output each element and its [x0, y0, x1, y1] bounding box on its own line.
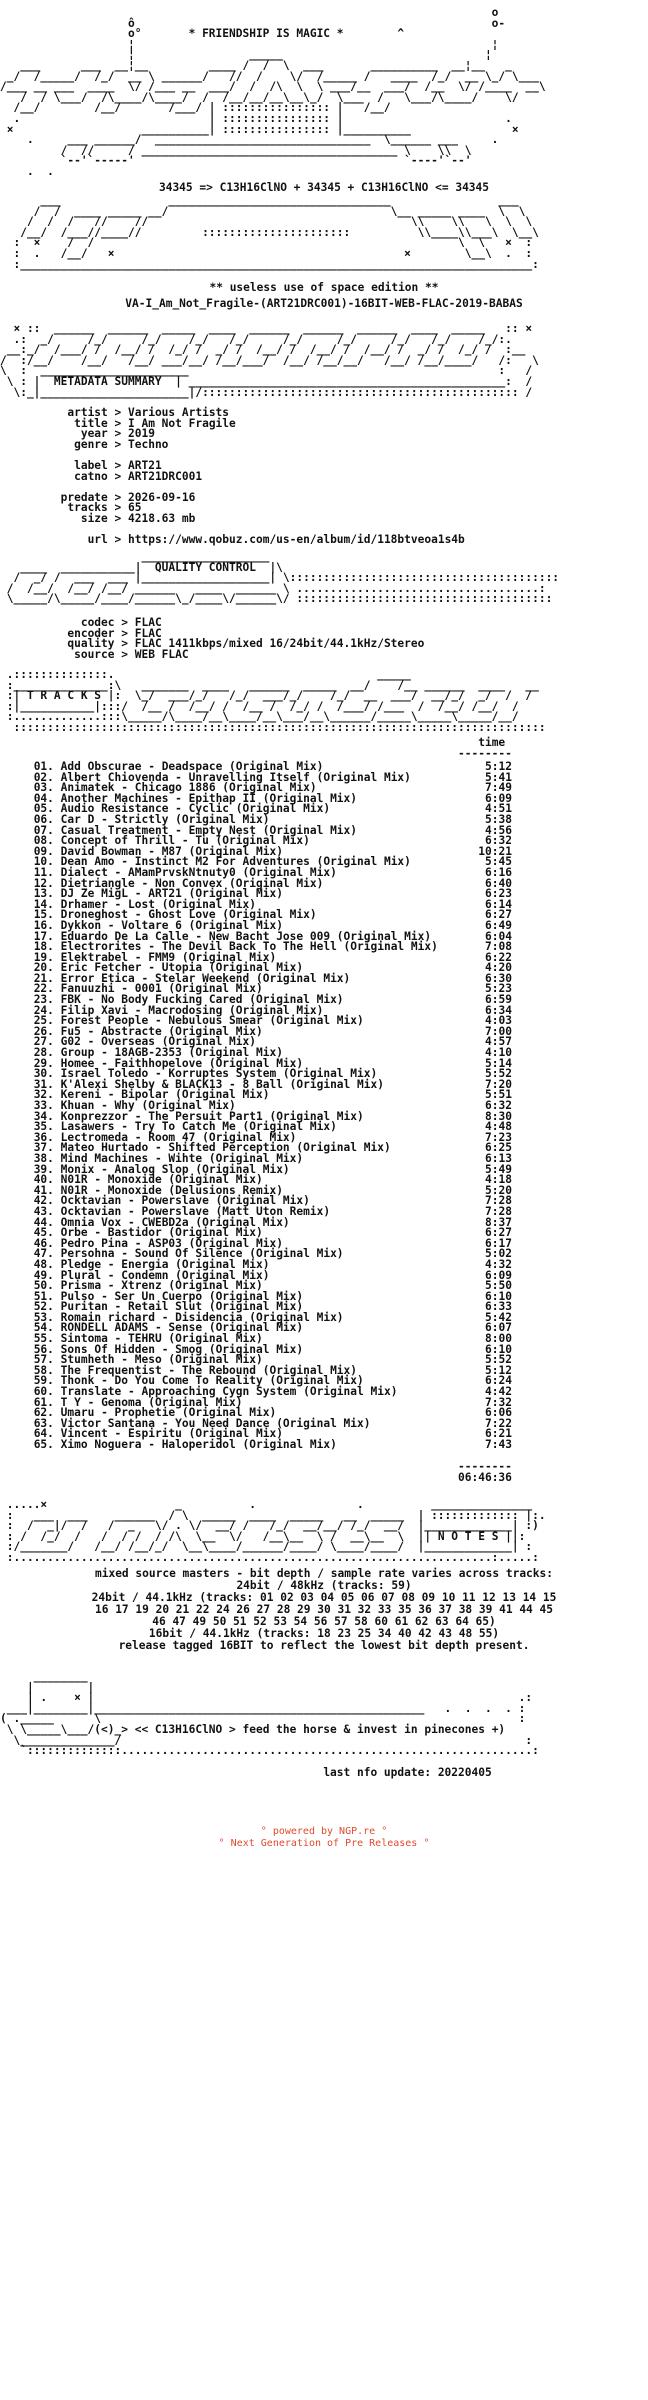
track-title: Omnia Vox - CWEBD2a (Original Mix) [60, 1215, 290, 1229]
track-number: 15. [33, 908, 54, 922]
track-title: G02 - Overseas (Original Mix) [60, 1035, 256, 1049]
track-number: 04. [33, 791, 54, 805]
track-number: 46. [33, 1236, 54, 1250]
notes-line-3: 24bit / 44.1kHz (tracks: 01 02 03 04 05 06 07 08 09 10 11 12 13 14 15 [91, 1591, 557, 1604]
meta-value-catno: ART21DRC001 [128, 469, 203, 483]
track-title: Puritan - Retail Slut (Original Mix) [60, 1300, 304, 1314]
track-time: 6:40 [485, 876, 512, 890]
meta-value-url[interactable]: https://www.qobuz.com/us-en/album/id/118btveoa1s4b [128, 533, 465, 547]
track-title: Orbe - Bastidor (Original Mix) [60, 1226, 263, 1240]
q-label-codec: codec [80, 616, 115, 629]
notes-line-1: mixed source masters - bit depth / sample rate varies across tracks: [94, 1567, 553, 1580]
total-time-block: -------- 06:46:36 [458, 1460, 512, 1484]
track-title: Vincent - Espiritu (Original Mix) [60, 1427, 283, 1441]
track-title: Kereni - Bipolar (Original Mix) [60, 1088, 270, 1102]
track-time: 7:28 [485, 1204, 512, 1218]
track-time: 6:27 [485, 908, 512, 922]
track-time: 6:13 [485, 1151, 512, 1165]
meta-label-url: url [87, 533, 108, 547]
track-number: 11. [33, 865, 54, 879]
track-number: 43. [33, 1204, 54, 1218]
meta-label-label: label [74, 458, 108, 472]
metadata-art: × :: ______ ______ _____ ____ ______ ______ ______ ____ _____ :: × .: _/ /_/ /_/ /_/ /_/ /_/ /_/ /_/ /_/ /_/:. __:_/ /___/ / /__/ / /_/ / _/ / /__/ / /__/ / /__/ / _/ / /_/ / :__ / :/__/ /__/ /__/ ___/__/ /__/___/ /__/ /__/__/ /__/ /__/____/ /: \ \ : ______________________ : / \ : | METADATA SUMMARY | _______________________________________________: / \:_|______________________|/::::::::::::::::::::::::::::::::::::::::::::::: / [0, 322, 539, 399]
track-number: 26. [33, 1024, 54, 1038]
track-number: 37. [33, 1141, 54, 1155]
track-time: 6:17 [485, 1236, 512, 1250]
q-label-encoder: encoder [67, 626, 115, 640]
track-title: Fu5 - Abstracte (Original Mix) [60, 1024, 263, 1038]
notes-line-6: 16bit / 44.1kHz (tracks: 18 23 25 34 40 42 43 48 55) [148, 1627, 500, 1640]
track-number: 36. [33, 1130, 54, 1144]
track-title: Thonk - Do You Come To Reality (Original Mix) [60, 1374, 364, 1388]
track-title: Ximo Noguera - Haloperidol (Original Mix) [60, 1438, 337, 1451]
track-number: 44. [33, 1215, 54, 1229]
meta-value-tracks: 65 [128, 501, 142, 515]
track-number: 41. [33, 1183, 54, 1197]
track-number: 64. [33, 1427, 54, 1441]
track-number: 62. [33, 1406, 54, 1420]
track-number: 42. [33, 1194, 54, 1208]
track-time: 5:41 [485, 770, 512, 784]
track-time: 5:12 [485, 1363, 512, 1377]
track-time: 6:09 [485, 791, 512, 805]
track-time: 6:27 [485, 1226, 512, 1240]
track-number: 19. [33, 950, 54, 964]
track-title: Mind Machines - Wihte (Original Mix) [60, 1151, 304, 1165]
track-number: 02. [33, 770, 54, 784]
meta-label-catno: catno [74, 469, 108, 483]
track-title: Ocktavian - Powerslave (Matt Uton Remix) [60, 1204, 331, 1218]
track-number: 52. [33, 1300, 54, 1314]
track-title: Sintoma - TEHRU (Original Mix) [60, 1332, 263, 1346]
track-list [0, 762, 512, 1451]
track-time: 4:03 [485, 1014, 512, 1028]
track-time: 6:22 [485, 950, 512, 964]
track-title: Eric Fetcher - Utopia (Original Mix) [60, 961, 304, 975]
track-time: 6:59 [485, 993, 512, 1007]
track-time: 7:22 [485, 1416, 512, 1430]
track-number: 08. [33, 834, 54, 848]
track-time: 6:10 [485, 1289, 512, 1303]
track-number: 57. [33, 1353, 54, 1367]
track-time: 6:34 [485, 1003, 512, 1017]
track-number: 65. [33, 1438, 54, 1451]
track-time: 7:20 [485, 1077, 512, 1091]
track-time: 4:48 [485, 1120, 512, 1134]
notes-title: N O T E S [437, 1529, 499, 1543]
track-number: 22. [33, 982, 54, 996]
track-time: 6:30 [485, 971, 512, 985]
track-title: Dean Amo - Instinct M2 For Adventures (Original Mix) [60, 855, 411, 869]
track-title: Concept of Thrill - Tu (Original Mix) [60, 834, 310, 848]
track-title: Plural - Condemn (Original Mix) [60, 1268, 270, 1282]
notes-line-7: release tagged 16BIT to reflect the lowest bit depth present. [118, 1639, 530, 1652]
track-time: 6:25 [485, 1141, 512, 1155]
track-title: Lasawers - Try To Catch Me (Original Mix) [60, 1120, 337, 1134]
track-title: Audio Resistance - Cyclic (Original Mix) [60, 802, 331, 816]
tagline: ** useless use of space edition ** [209, 281, 439, 294]
track-number: 58. [33, 1363, 54, 1377]
track-title: N01R - Monoxide (Original Mix) [60, 1173, 263, 1187]
track-title: Umaru - Prophetie (Original Mix) [60, 1406, 277, 1420]
track-title: Droneghost - Ghost Love (Original Mix) [60, 908, 317, 922]
track-time: 5:52 [485, 1067, 512, 1081]
track-number: 31. [33, 1077, 54, 1091]
meta-label-predate: predate [60, 490, 108, 504]
track-time: 7:32 [485, 1395, 512, 1409]
track-title: DJ Ze MigL - ART21 (Original Mix) [60, 887, 283, 901]
track-number: 20. [33, 961, 54, 975]
track-title: Filip Xavi - Macrodosing (Original Mix) [60, 1003, 324, 1017]
track-number: 49. [33, 1268, 54, 1282]
total-time: 06:46:36 [458, 1470, 512, 1484]
release-name: VA-I_Am_Not_Fragile-(ART21DRC001)-16BIT-WEB-FLAC-2019-BABAS [125, 297, 523, 310]
track-time: 6:09 [485, 1268, 512, 1282]
track-number: 50. [33, 1279, 54, 1293]
metadata-title: METADATA SUMMARY [53, 374, 162, 388]
track-title: The Frequentist - The Rebound (Original Mix) [60, 1363, 358, 1377]
track-title: Victor Santana - You Need Dance (Original Mix) [60, 1416, 371, 1430]
track-time: 5:23 [485, 982, 512, 996]
header-art: o ô o- o° * FRIENDSHIP IS MAGIC * ^ ¦ ¦ ¦ _____ ¦ ___ ___ __¦__ ____ / / \ ___ __________ __¦__ _ _/ /_____/ /_/ __ \ ______/ // / \/ /_____ / ____ /_/ __ \_/ \___ /___ __ ___ ____ \/ /___ __ ___/ / /\ \ \ ___/__ ___/ /__ \/ /____ __\ / / \___/ /\____/\____/ / /__/__/__\__\_/ \___ / \___/\____/ \/ /__/ /__/ /___/ | :::::::::::::::: | /__/ . | :::::::::::::::: | . × __________| :::::::::::::::: |__________ × . ___ ______/ ________________________________ \______ ___ . / // / ______________________________________ \ \\ \ `--'`-----' `----'`--' . . [0, 6, 546, 178]
meta-label-genre: genre [74, 437, 108, 451]
track-time: 6:33 [485, 1300, 512, 1314]
track-title: Animatek - Chicago 1886 (Original Mix) [60, 781, 317, 795]
track-title: Elektrabel - FMM9 (Original Mix) [60, 950, 277, 964]
track-number: 32. [33, 1088, 54, 1102]
track-time: 7:49 [485, 781, 512, 795]
track-time: 4:10 [485, 1046, 512, 1060]
track-title: Error Etica - Stelar Weekend (Original Mix) [60, 971, 351, 985]
track-number: 61. [33, 1395, 54, 1409]
quality-art: ___________________ ____ ___________| QUALITY CONTROL |\ / _/ / ___ ___ |___________________| \:::::::::::::::::::::::::::::::::::::::: / /__/ /__/ /__/ ______ ____ ______ \ ....................................: \_____/\_____/____/______\_/____\/______\/ :::::::::::::::::::::::::::::::::::::: [6, 550, 560, 606]
track-title: Persohna - Sound Of Silence (Original Mix) [60, 1247, 344, 1261]
track-title: Israel Toledo - Korruptes System (Original Mix) [60, 1067, 378, 1081]
track-time: 5:42 [485, 1310, 512, 1324]
track-title: Khuan - Why (Original Mix) [60, 1099, 236, 1112]
track-number: 45. [33, 1226, 54, 1240]
track-title: Pedro Pina - ASP03 (Original Mix) [60, 1236, 283, 1250]
last-update: last nfo update: 20220405 [323, 1766, 492, 1779]
track-number: 10. [33, 855, 54, 869]
track-number: 59. [33, 1374, 54, 1388]
track-time: 5:51 [485, 1088, 512, 1102]
track-number: 17. [33, 929, 54, 943]
track-number: 47. [33, 1247, 54, 1261]
meta-label-tracks: tracks [67, 501, 108, 515]
track-number: 48. [33, 1257, 54, 1271]
track-title: Konprezzor - The Persuit Part1 (Original Mix) [60, 1109, 364, 1123]
track-time: 6:23 [485, 887, 512, 901]
track-time: 4:57 [485, 1035, 512, 1049]
track-number: 60. [33, 1385, 54, 1399]
track-number: 14. [33, 897, 54, 911]
track-time: 7:43 [485, 1438, 512, 1451]
track-time: 8:00 [485, 1332, 512, 1346]
track-time: 4:32 [485, 1257, 512, 1271]
track-time: 5:52 [485, 1353, 512, 1367]
track-number: 35. [33, 1120, 54, 1134]
track-number: 06. [33, 812, 54, 826]
track-number: 53. [33, 1310, 54, 1324]
track-number: 56. [33, 1342, 54, 1356]
track-time: 4:56 [485, 823, 512, 837]
q-value-encoder: FLAC [134, 626, 162, 640]
track-title: Pulso - Ser Un Cuerpo (Original Mix) [60, 1289, 304, 1303]
track-title: Albert Chiovenda - Unravelling Itself (Original Mix) [60, 770, 411, 784]
track-time: 6:10 [485, 1342, 512, 1356]
track-number: 40. [33, 1173, 54, 1187]
track-number: 51. [33, 1289, 54, 1303]
q-value-codec: FLAC [134, 616, 162, 629]
track-title: Another Machines - Epithap II (Original Mix) [60, 791, 358, 805]
track-time: 6:14 [485, 897, 512, 911]
track-number: 33. [33, 1099, 54, 1112]
track-number: 55. [33, 1332, 54, 1346]
track-time: 8:37 [485, 1215, 512, 1229]
track-title: Ocktavian - Powerslave (Original Mix) [60, 1194, 310, 1208]
meta-value-artist: Various Artists [128, 406, 230, 419]
track-title: Lectromeda - Room 47 (Original Mix) [60, 1130, 297, 1144]
track-number: 05. [33, 802, 54, 816]
track-time: 5:38 [485, 812, 512, 826]
meta-label-title: title [74, 416, 108, 430]
track-time: 5:49 [485, 1162, 512, 1176]
meta-label-size: size [80, 511, 108, 525]
formula-line: 34345 => C13H16ClNO + 34345 + C13H16ClNO <= 34345 [158, 181, 490, 194]
track-number: 39. [33, 1162, 54, 1176]
track-number: 13. [33, 887, 54, 901]
meta-label-artist: artist [67, 406, 108, 419]
track-time: 4:42 [485, 1385, 512, 1399]
track-title: Homee - Faithhopelove (Original Mix) [60, 1056, 304, 1070]
track-title: Prisma - Xtrenz (Original Mix) [60, 1279, 263, 1293]
track-number: 30. [33, 1067, 54, 1081]
track-time: 5:45 [485, 855, 512, 869]
notes-line-5: 46 47 49 50 51 52 53 54 56 57 58 60 61 62 63 64 65) [152, 1615, 496, 1628]
track-time: 7:23 [485, 1130, 512, 1144]
track-title: Dykkon - Voltare 6 (Original Mix) [60, 918, 283, 932]
time-header-block: time -------- [458, 736, 512, 760]
track-time: 6:07 [485, 1321, 512, 1335]
track-time: 5:20 [485, 1183, 512, 1197]
powered-by-link[interactable]: ° powered by NGP.re ° [260, 1826, 388, 1837]
header-title: * FRIENDSHIP IS MAGIC * [188, 27, 344, 41]
q-value-source: WEB FLAC [134, 647, 189, 661]
track-number: 21. [33, 971, 54, 985]
track-number: 12. [33, 876, 54, 890]
track-title: Monix - Analog Slop (Original Mix) [60, 1162, 290, 1176]
notes-line-2: 24bit / 48kHz (tracks: 59) [236, 1579, 412, 1592]
track-time: 6:24 [485, 1374, 512, 1388]
q-label-source: source [74, 647, 115, 661]
track-title: Drhamer - Lost (Original Mix) [60, 897, 256, 911]
notes-art: .....× _ . . _______________ : ___ ___ ______ / \ _____ ____ _____ __ _____ | ::::::::::::: |:. : / _|/ / / _ \/ . \/ __/ / /_/ __/__/ /_/ __/ |_____________| :) : / /_/ / / / / / /\ \__ \/ /__\__ \ / __\__ \ || N O T E S ||: :/_______/ /__/ /__/_/ \__\____/______/____/ \____/____/ |_____________| : :.......................................................................:.....: [6, 1498, 546, 1564]
meta-value-genre: Techno [128, 437, 169, 451]
track-number: 03. [33, 781, 54, 795]
track-title: RONDELL ADAMS - Sense (Original Mix) [60, 1321, 304, 1335]
track-number: 09. [33, 844, 54, 858]
track-title: T Y - Genoma (Original Mix) [60, 1395, 243, 1409]
track-time: 7:08 [485, 940, 512, 954]
track-time: 5:50 [485, 1279, 512, 1293]
track-time: 6:06 [485, 1406, 512, 1420]
track-time: 4:20 [485, 961, 512, 975]
track-title: K'Alexi Shelby & BLACK13 - 8 Ball (Original Mix) [60, 1077, 384, 1091]
track-number: 27. [33, 1035, 54, 1049]
track-time: 6:04 [485, 929, 512, 943]
footer-art: ________ | | | . × | .: ___|________|_________________________________________________ . . . . : ( ._____ \ : \ \_____\___/(<)_> << C13H16ClNO > feed the horse & invest in pinecones +) \______________/ : `::::::::::::::.............................................................: [0, 1670, 539, 1758]
q-value-quality: FLAC 1411kbps/mixed 16/24bit/44.1kHz/Stereo [134, 637, 425, 651]
track-title: Translate - Approaching Cygn System (Original Mix) [60, 1385, 398, 1399]
track-title: Group - 18AGB-2353 (Original Mix) [60, 1046, 283, 1060]
track-title: Electrorites - The Devil Back To The Hell (Original Mix) [60, 940, 438, 954]
track-number: 54. [33, 1321, 54, 1335]
track-time: 5:02 [485, 1247, 512, 1261]
track-number: 38. [33, 1151, 54, 1165]
track-title: Dialect - AMamPrvskNtnuty0 (Original Mix) [60, 865, 337, 879]
track-number: 25. [33, 1014, 54, 1028]
track-time: 6:16 [485, 865, 512, 879]
track-title: Mateo Hurtado - Shifted Perception (Original Mix) [60, 1141, 391, 1155]
track-title: Forest People - Nebulous Smear (Original Mix) [60, 1014, 364, 1028]
track-number: 28. [33, 1046, 54, 1060]
track-time: 6:49 [485, 918, 512, 932]
track-time: 8:30 [485, 1109, 512, 1123]
tracks-title: T R A C K S [26, 689, 102, 703]
track-title: Casual Treatment - Empty Nest (Original Mix) [60, 823, 358, 837]
track-title: Add Obscurae - Deadspace (Original Mix) [60, 760, 324, 773]
track-title: Sons Of Hidden - Smog (Original Mix) [60, 1342, 304, 1356]
track-title: Eduardo De La Calle - New Bacht Jose 009 (Original Mix) [60, 929, 432, 943]
track-number: 29. [33, 1056, 54, 1070]
meta-value-year: 2019 [128, 427, 155, 441]
track-time: 7:28 [485, 1194, 512, 1208]
track-title: Stumheth - Meso (Original Mix) [60, 1353, 263, 1367]
track-title: Dietriangle - Non Convex (Original Mix) [60, 876, 324, 890]
track-number: 23. [33, 993, 54, 1007]
track-title: Pledge - Energia (Original Mix) [60, 1257, 270, 1271]
meta-label-year: year [80, 427, 108, 441]
track-time: 6:32 [485, 1099, 512, 1112]
time-header: time [478, 736, 506, 749]
track-title: Car D - Strictly (Original Mix) [60, 812, 270, 826]
track-number: 34. [33, 1109, 54, 1123]
track-time: 6:21 [485, 1427, 512, 1441]
notes-line-4: 16 17 19 20 21 22 24 26 27 28 29 30 31 32 33 35 36 37 38 39 41 44 45 [94, 1603, 553, 1616]
track-title: Romain richard - Disidencia (Original Mix) [60, 1310, 344, 1324]
track-time: 4:18 [485, 1173, 512, 1187]
track-number: 07. [33, 823, 54, 837]
track-number: 16. [33, 918, 54, 932]
track-time: 4:51 [485, 802, 512, 816]
track-number: 18. [33, 940, 54, 954]
meta-value-label: ART21 [128, 458, 162, 472]
track-title: David Bowman - M87 (Original Mix) [60, 844, 283, 858]
track-title: FBK - No Body Fucking Cared (Original Mix) [60, 993, 344, 1007]
meta-value-title: I Am Not Fragile [128, 416, 236, 430]
tracks-art: .::::::::::::::. _____ :______________:\ _______ ____ ______ _____ __/ /__ ______ ____ __ :| T R A C K S |: \_/ ___/_/ /_/ ___/_/ /_/ __ ___/ __/_/ _/ / / :|___________|:::/ /__ / /__/ / /__ / /_/ / /___/ /___ / /__/ /__/ / :.............:::\_____/\____/__\____/__\___/__\______/_____\_____\_____/__/ ::::::::::::::::::::::::::::::::::::::::::::::::::::::::::::::::::::::::::::::: [6, 668, 546, 734]
header-art-lower: ___ _________________________________ ___ / / ____ _____ __/ \__ _____ ____ \ \ / / / // // \\ \\ \ \ \ /__/ /___//____// :::::::::::::::::::::: \\____\\___\ \__\ : × / / \ \ × : : . /__/ × × \__\ . : :____________________________________________________________________________: [13, 194, 539, 271]
track-number: 63. [33, 1416, 54, 1430]
track-row [0, 1438, 512, 1451]
track-title: N01R - Monoxide (Delusions Remix) [60, 1183, 283, 1197]
last-update-block [0, 1768, 492, 1779]
track-title: Fanuuzhi - 0001 (Original Mix) [60, 982, 263, 996]
quality-title: QUALITY CONTROL [154, 560, 256, 574]
track-time: 7:00 [485, 1024, 512, 1038]
meta-value-predate: 2026-09-16 [128, 490, 196, 504]
quality-list: codec > FLAC encoder > FLAC quality > FLAC 1411kbps/mixed 16/24bit/44.1kHz/Stereo source > WEB FLAC [67, 616, 425, 661]
footer-tagline: ° Next Generation of Pre Releases ° [218, 1838, 430, 1849]
feed-line: << C13H16ClNO > feed the horse & invest in pinecones +) [134, 1722, 506, 1736]
track-time: 5:14 [485, 1056, 512, 1070]
track-time: 5:12 [485, 760, 512, 773]
track-time: 10:21 [478, 844, 512, 858]
q-label-quality: quality [67, 637, 115, 651]
metadata-list: artist > Various Artists title > I Am Not Fragile year > 2019 genre > Techno label > ART21 catno > ART21DRC001 predate > 2026-09-16 tracks > 65 size > 4218.63 mb url > https://www.qobuz.com/us-en/album/id/118btveoa1s4b [60, 406, 465, 547]
track-number: 24. [33, 1003, 54, 1017]
track-time: 6:32 [485, 834, 512, 848]
meta-value-size: 4218.63 mb [128, 511, 196, 525]
track-number: 01. [33, 760, 54, 773]
